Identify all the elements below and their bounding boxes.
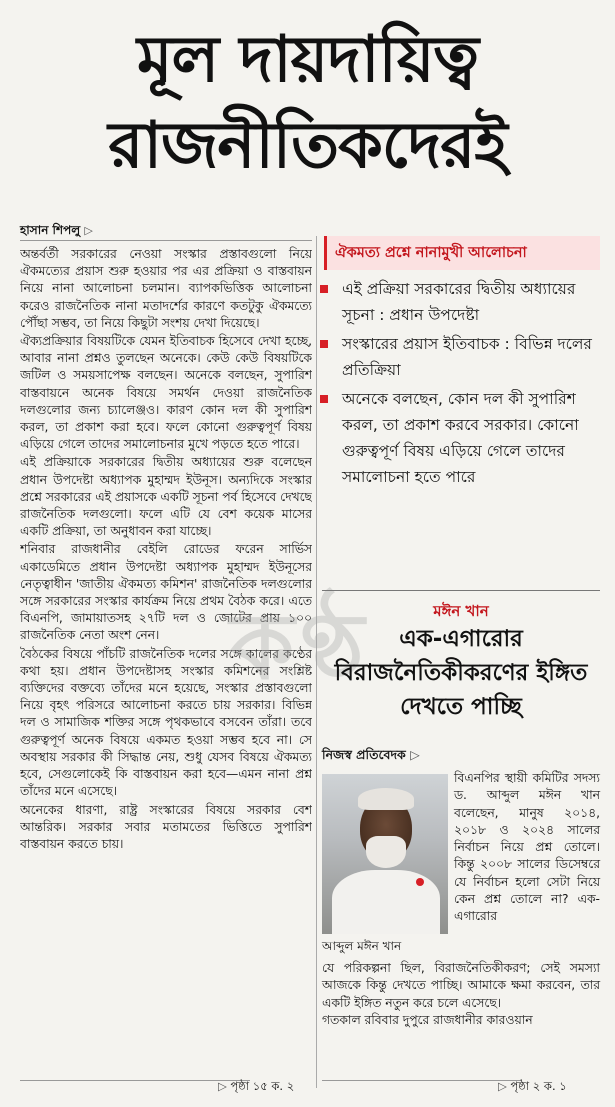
right-article-body <box>322 770 600 926</box>
sidebar-bullet <box>320 331 602 383</box>
right-full-text-2: গতকাল রবিবার দুপুরে রাজধানীর কারওয়ান <box>322 1012 533 1027</box>
right-bottom-rule <box>322 1080 522 1081</box>
continuation-arrow-icon: ▷ <box>218 1079 231 1093</box>
sidebar-bottom-rule <box>322 590 600 591</box>
sidebar-heading: ঐকমত্য প্রশ্নে নানামুখী আলোচনা <box>324 236 600 270</box>
sidebar-bullet <box>320 386 602 490</box>
sidebar-bullets <box>320 276 602 493</box>
left-paragraph-2: ঐক্যপ্রক্রিয়ার বিষয়টিকে যেমন ইতিবাচক হিসেবে দেখা হচ্ছে, আবার নানা প্রশ্নও তুলছেন অনেকে। কেউ কেউ বিষয়টিকে জটিল ও সময়সাপেক্ষ বলছেন। অনেকে বলছেন, সুপারিশ বাস্তবায়নে অনেক বিষয়ে সমর্থন দেওয়া রাজনৈতিক দলগুলোর জন্য চ্যালেঞ্জও। কারণ কোন দল কী সুপারিশ করল, তা প্রকাশ করা হবে। ফলে কোনো গুরুত্বপূর্ণ বিষয় এড়িয়ে গেলে তাদের সমালোচনার মুখে পড়তে হতে পারে। <box>20 334 312 452</box>
left-article-body <box>20 246 312 1076</box>
left-paragraph-1: অন্তর্বর্তী সরকারের নেওয়া সংস্কার প্রস্তাবগুলো নিয়ে ঐকমত্যের প্রয়াস শুরু হওয়ার পর এর প্রক্রিয়া ও বাস্তবায়ন নিয়ে নানা আলোচনা চলমান। ব্যাপকভিত্তিক আলোচনা করেও রাজনৈতিক নানা মতাদর্শের কারণে কতটুকু ঐকমত্যে পৌঁছা সম্ভব, তা নিয়ে কিছুটা সংশয় দেখা দিয়েছে। <box>20 247 312 330</box>
sidebar-bullet-text: অনেকে বলছেন, কোন দল কী সুপারিশ করল, তা প্রকাশ করবে সরকার। কোনো গুরুত্বপূর্ণ বিষয় এড়িয়ে গেলে তাদের সমালোচনা হতে পারে <box>342 390 579 486</box>
left-byline <box>20 222 93 242</box>
left-byline-name: হাসান শিপলু <box>20 223 81 237</box>
red-square-bullet-icon <box>320 395 328 403</box>
byline-triangle-icon: ▷ <box>410 747 420 762</box>
right-article-author: মঈন খান <box>433 602 489 620</box>
photo-caption: আব্দুল মঈন খান <box>322 939 402 953</box>
right-continuation <box>498 1078 567 1097</box>
left-byline-rule <box>20 240 312 241</box>
left-paragraph-5: বৈঠকের বিষয়ে পাঁচটি রাজনৈতিক দলের সঙ্গে কালের কণ্ঠের কথা হয়। প্রধান উপদেষ্টাসহ সংস্কার কমিশনের সংশ্লিষ্ট ব্যক্তিদের বক্তব্যে তাঁদের মনে হয়েছে, সংস্কার প্রস্তাবগুলো নিয়ে বৃহৎ পরিসরে আলোচনা করতে চায় সরকার। বিভিন্ন দল ও সামাজিক শক্তির সঙ্গে পৃথকভাবে বসবেন তাঁরা। তবে গুরুত্বপূর্ণ অনেক বিষয়ে একমত হওয়া সম্ভব হবে না। সে অবস্থায় সরকার কী সিদ্ধান্ত নেয়, শুধু যেসব বিষয়ে ঐকমত্য হবে, সেগুলোকেই কি বাস্তবায়ন করা হবে—এমন নানা প্রশ্ন তাঁদের মনে এসেছে। <box>20 646 312 799</box>
right-wrap-text: বিএনপির স্থায়ী কমিটির সদস্য ড. আব্দুল মঈন খান বলেছেন, মানুষ ২০১৪, ২০১৮ ও ২০২৪ সালের নির্বাচন নিয়ে প্রশ্ন তোলে। কিন্তু ২০০৮ সালের ডিসেম্বরে যে নির্বাচন হলো সেটা নিয়ে কেন প্রশ্ন তোলে না? এক-এগারোর <box>454 771 600 924</box>
page-headline <box>0 18 615 190</box>
headline-line-2: রাজনীতিকদেরই <box>108 109 507 183</box>
left-paragraph-3: এই প্রক্রিয়াকে সরকারের দ্বিতীয় অধ্যায়ের শুরু বলেছেন প্রধান উপদেষ্টা অধ্যাপক মুহাম্মদ ইউনূস। অন্যদিকে সংস্কার প্রশ্নে সরকারের এই প্রয়াসকে একটি সূচনা পর্ব হিসেবে দেখছে রাজনৈতিক দলগুলো। ফলে এটি যে বেশ কয়েক মাসের একটি প্রক্রিয়া, তা অনুধাবন করা যাচ্ছে। <box>20 455 312 539</box>
red-square-bullet-icon <box>320 285 328 293</box>
watermark-logo: কণ্ঠ <box>230 593 371 700</box>
sidebar-bullet <box>320 276 602 328</box>
byline-triangle-icon: ▷ <box>84 224 93 237</box>
headline-line-1: মূল দায়দায়িত্ব <box>136 23 479 97</box>
left-paragraph-4: শনিবার রাজধানীর বেইলি রোডের ফরেন সার্ভিস একাডেমিতে প্রধান উপদেষ্টা অধ্যাপক মুহাম্মদ ইউনূসের নেতৃত্বাধীন 'জাতীয় ঐকমত্য কমিশন' রাজনৈতিক দলগুলোর সঙ্গে সরকারের সংস্কার কার্যক্রম নিয়ে প্রথম বৈঠক করে। এতে বিএনপি, জামায়াতসহ ২৭টি দল ও জোটের প্রায় ১০০ রাজনৈতিক নেতা অংশ নেন। <box>20 542 312 643</box>
left-continuation <box>218 1078 294 1097</box>
column-divider <box>316 236 317 1088</box>
right-article-headline: এক-এগারোর বিরাজনৈতিকীকরণের ইঙ্গিত দেখতে পাচ্ছি <box>334 626 588 720</box>
left-bottom-rule <box>20 1080 250 1081</box>
right-full-text: যে পরিকল্পনা ছিল, বিরাজনৈতিকীকরণ; সেই সমস্যা আজকে কিন্তু দেখতে পাচ্ছি। আমাকে ক্ষমা করবেন, তার একটি ইঙ্গিত নতুন করে চলে এসেছে। <box>322 961 600 1010</box>
red-square-bullet-icon <box>320 340 328 348</box>
right-continuation-text: পৃষ্ঠা ২ ক. ১ <box>510 1079 567 1093</box>
sidebar-bullet-text: সংস্কারের প্রয়াস ইতিবাচক : বিভিন্ন দলের প্রতিক্রিয়া <box>342 335 592 379</box>
sidebar-bullet-text: এই প্রক্রিয়া সরকারের দ্বিতীয় অধ্যায়ের সূচনা : প্রধান উপদেষ্টা <box>342 280 576 324</box>
left-paragraph-6: অনেকের ধারণা, রাষ্ট্র সংস্কারের বিষয়ে সরকার বেশ আন্তরিক। সরকার সবার মতামতের ভিত্তিতে সুপারিশ বাস্তবায়ন করতে চায়। <box>20 802 312 851</box>
right-reporter-byline <box>322 747 420 767</box>
continuation-arrow-icon: ▷ <box>498 1079 511 1093</box>
right-reporter-name: নিজস্ব প্রতিবেদক <box>322 747 406 762</box>
left-continuation-text: পৃষ্ঠা ১৫ ক. ২ <box>230 1079 295 1093</box>
right-article-continued <box>322 960 600 1029</box>
